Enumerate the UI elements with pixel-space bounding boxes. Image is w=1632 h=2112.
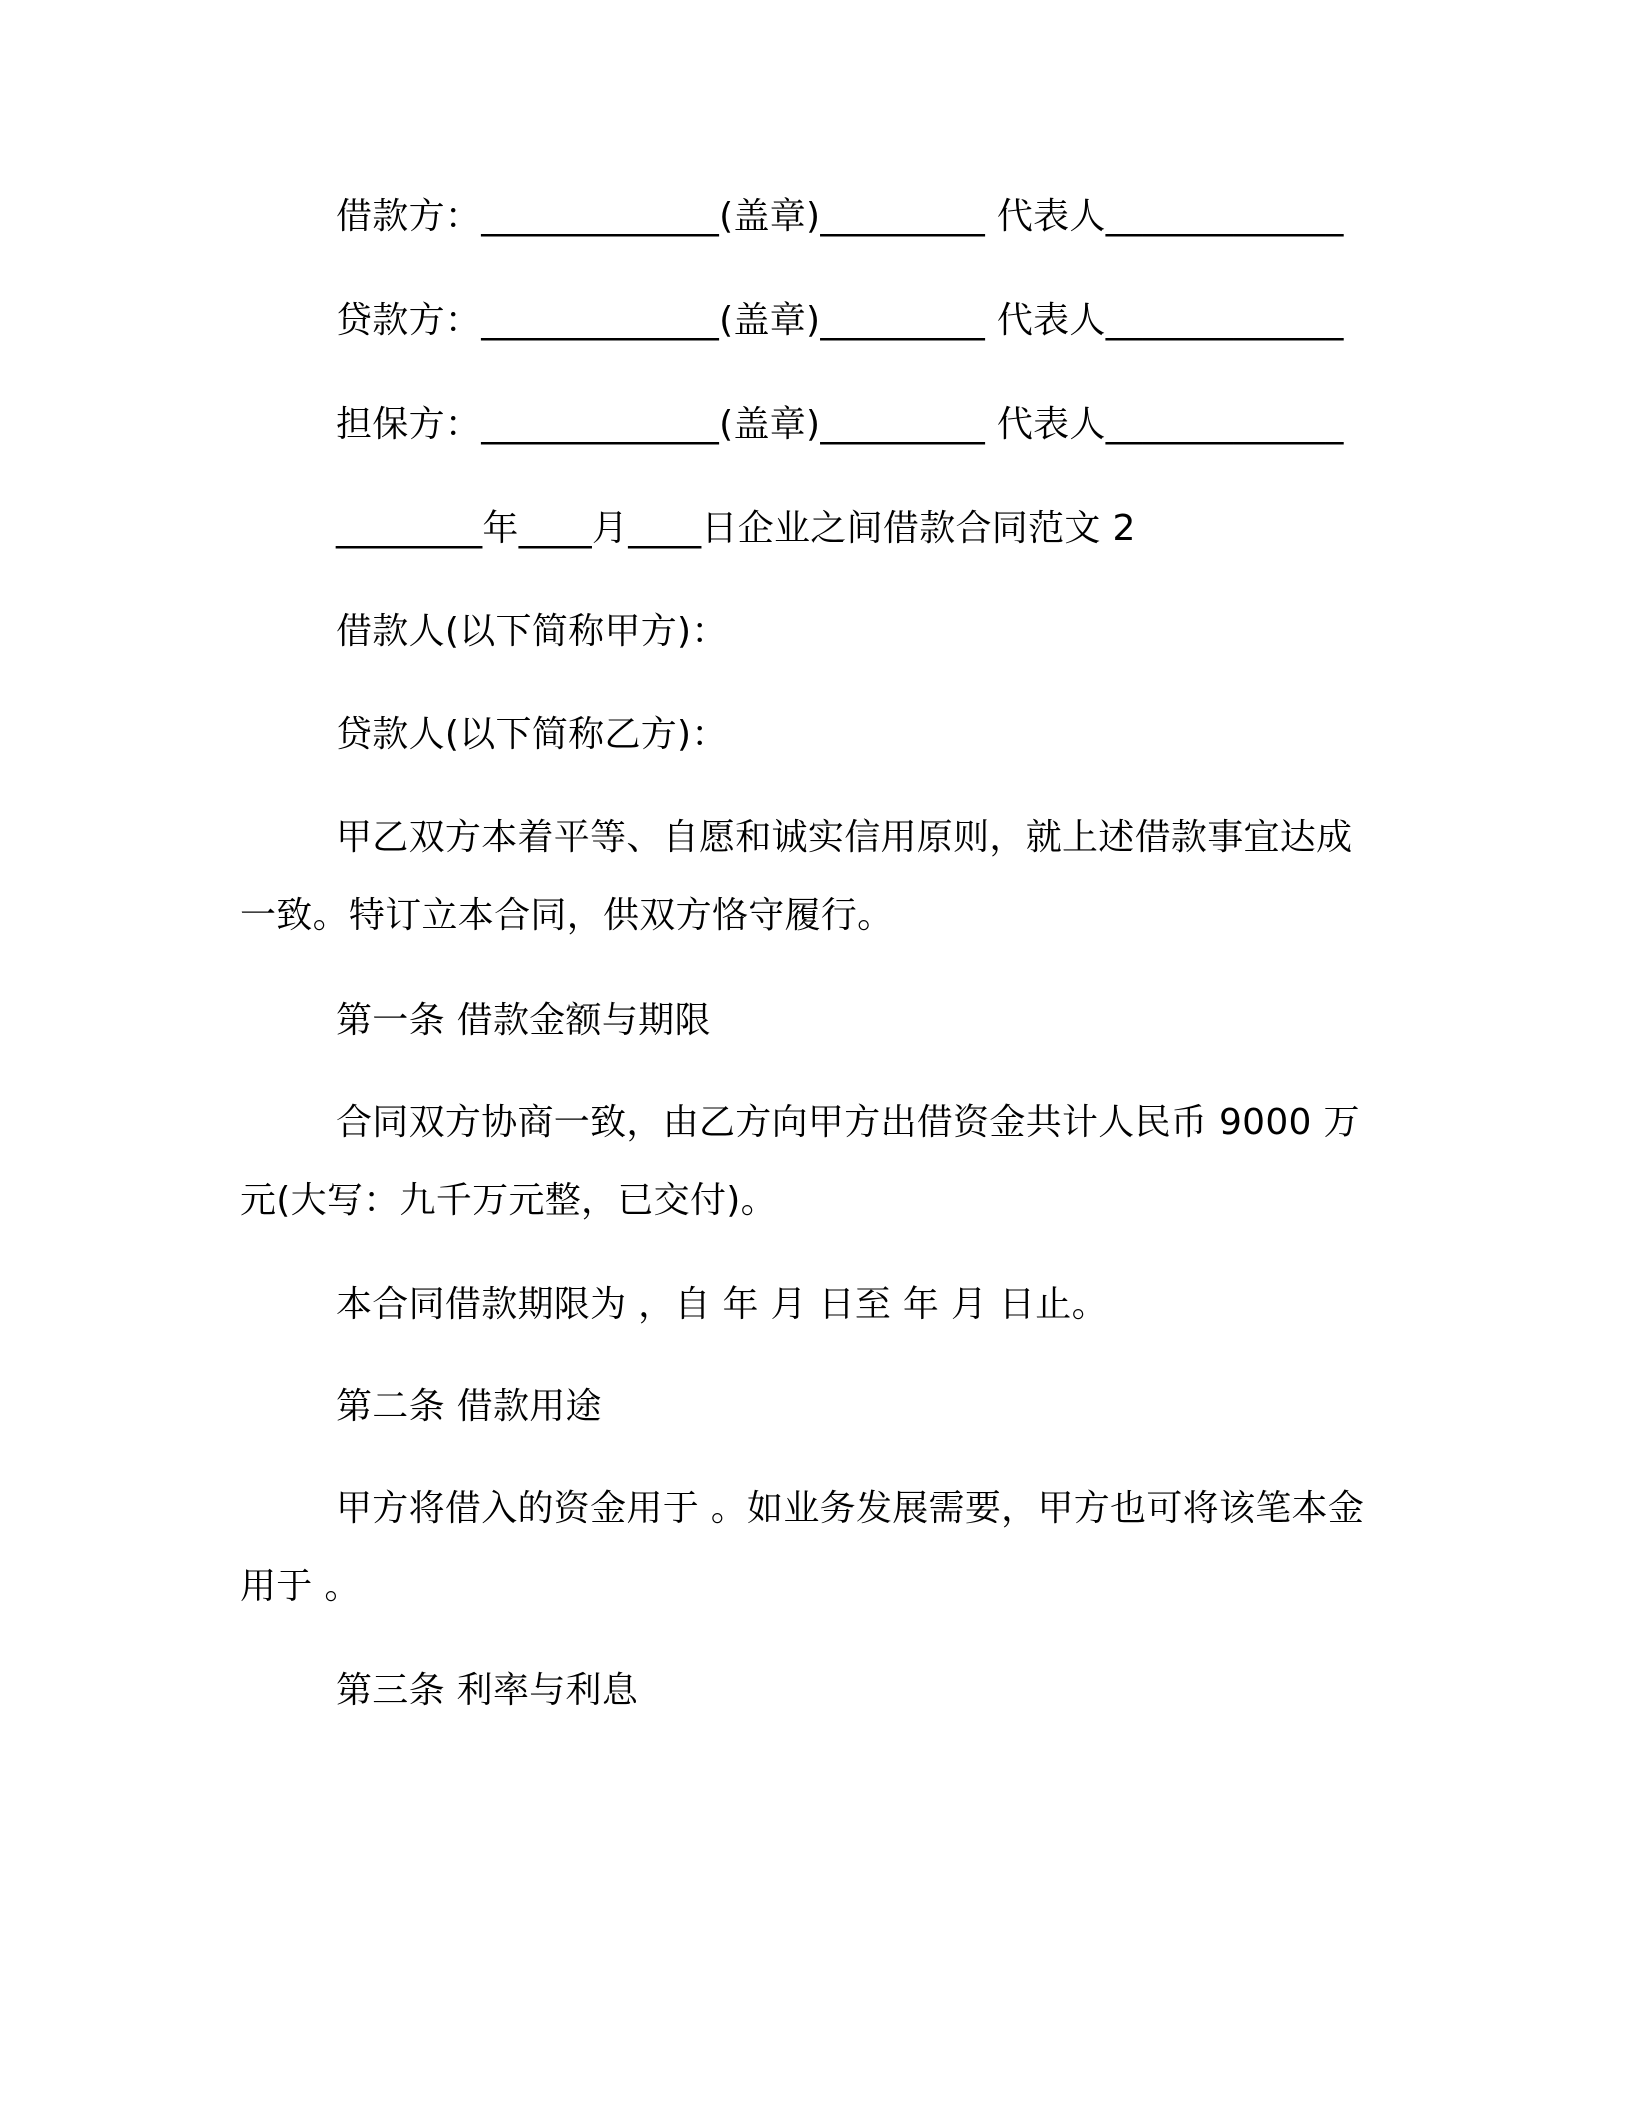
- lender-party-line: 贷款人(以下简称乙方)：: [336, 714, 728, 755]
- article-2-heading: 第二条 借款用途: [336, 1386, 602, 1427]
- borrower-signature-line: 借款方：_____________(盖章)_________ 代表人_____________: [336, 196, 1344, 237]
- lender-signature-line: 贷款方：_____________(盖章)_________ 代表人_____________: [336, 300, 1344, 341]
- article-1-heading: 第一条 借款金额与期限: [336, 1000, 711, 1041]
- article-2-body-paragraph: 甲方将借入的资金用于 。如业务发展需要，甲方也可将该笔本金用于 。: [240, 1488, 1365, 1607]
- article-3-heading: 第三条 利率与利息: [336, 1670, 639, 1711]
- article-1-amount-paragraph: 合同双方协商一致，由乙方向甲方出借资金共计人民币 9000 万元(大写：九千万元整，已交付)。: [240, 1102, 1360, 1221]
- date-and-title-line: ________年____月____日企业之间借款合同范文 2: [336, 508, 1136, 549]
- guarantor-signature-line: 担保方：_____________(盖章)_________ 代表人_____________: [336, 404, 1344, 445]
- intro-paragraph: 甲乙双方本着平等、自愿和诚实信用原则，就上述借款事宜达成一致。特订立本合同，供双方恪守履行。: [240, 817, 1353, 936]
- borrower-party-line: 借款人(以下简称甲方)：: [336, 611, 728, 652]
- article-1-term-paragraph: 本合同借款期限为 ，自 年 月 日至 年 月 日止。: [336, 1284, 1108, 1325]
